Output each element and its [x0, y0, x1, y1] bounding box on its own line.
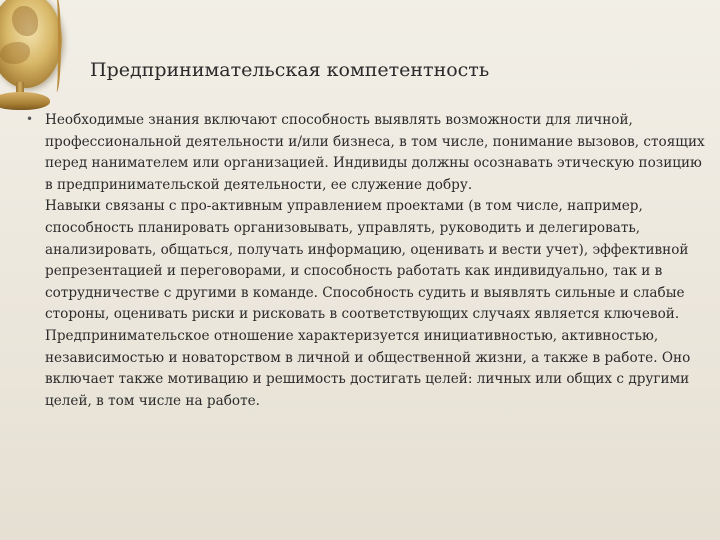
paragraph-skills: Навыки связаны с про-активным управлением проектами (в том числе, например, способность планировать организовывать, управлять, руководить и делегировать, анализировать, общаться, получать информацию, оценивать и вести учет), эффективной репрезентацией и переговорами, и способность работать как индивидуально, так и в сотрудничестве с другими в команде. Способность судить и выявлять сильные и слабые стороны, оценивать риски и рисковать в соответствующих случаях является ключевой. — [45, 198, 689, 323]
paragraph-attitude: Предпринимательское отношение характеризуется инициативностью, активностью, независимостью и новаторством в личной и общественной жизни, а также в работе. Оно включает также мотивацию и решимость достигать целей: личных или общих с другими целей, в том числе на работе. — [45, 327, 691, 409]
paragraph-knowledge: Необходимые знания включают способность выявлять возможности для личной, профессиональной деятельности и/или бизнеса, в том числе, понимание вызовов, стоящих перед нанимателем или организацией. Индивиды должны осознавать этическую позицию в предпринимательской деятельности, ее служение добру. — [45, 112, 705, 193]
globe-stand — [0, 92, 50, 110]
bullet-marker: • — [26, 112, 34, 126]
slide-body — [45, 110, 710, 412]
slide-title: Предпринимательская компетентность — [90, 59, 490, 81]
